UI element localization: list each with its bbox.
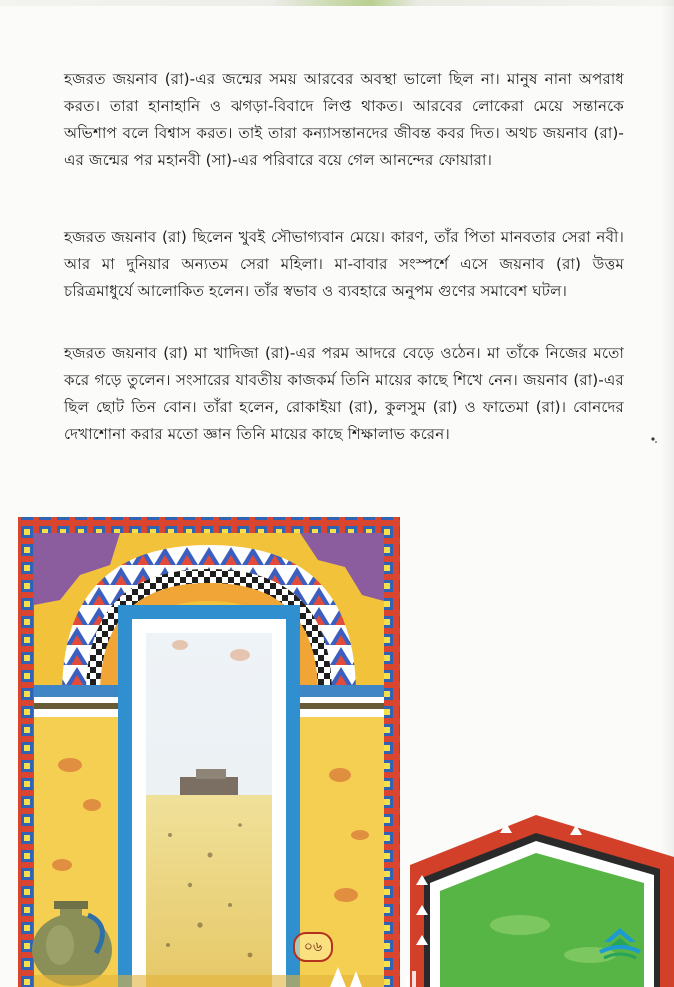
ink-speck: [650, 436, 658, 444]
page-number: ০৬: [293, 932, 333, 962]
paragraph-3-text: হজরত জয়নাব (রা) মা খাদিজা (রা)-এর পরম আদরে বেড়ে ওঠেন। মা তাঁকে নিজের মতো করে গড়ে তুলেন। সংসারের যাবতীয় কাজকর্ম তিনি মায়ের কাছে শিখে নেন। জয়নাব (রা)-এর ছিল ছোট তিন বোন। তাঁরা হলেন, রোকাইয়া (রা), কুলসুম (রা) ও ফাতেমা (রা)। বোনদের দেখাশোনা করার মতো জ্ঞান তিনি মায়ের কাছে শিক্ষালাভ করেন।: [64, 344, 624, 443]
page-top-edge: [0, 0, 674, 6]
doorway-illustration: [0, 505, 674, 987]
paragraph-1-text: হজরত জয়নাব (রা)-এর জন্মের সময় আরবের অবস্থা ভালো ছিল না। মানুষ নানা অপরাধ করত। তারা হানাহানি ও ঝগড়া-বিবাদে লিপ্ত থাকত। আরবের লোকেরা মেয়ে সন্তানকে অভিশাপ বলে বিশ্বাস করত। তাই তারা কন্যাসন্তানদের জীবন্ত কবর দিত। অথচ জয়নাব (রা)-এর জন্মের পর মহানবী (সা)-এর পরিবারে বয়ে গেল আনন্দের ফোয়ারা।: [64, 70, 624, 169]
paragraph-2: [64, 224, 624, 305]
publisher-logo-icon: [590, 924, 650, 964]
paragraph-3: [64, 340, 624, 448]
paragraph-2-text: হজরত জয়নাব (রা) ছিলেন খুবই সৌভাগ্যবান মেয়ে। কারণ, তাঁর পিতা মানবতার সেরা নবী। আর মা দুনিয়ার অন্যতম সেরা মহিলা। মা-বাবার সংস্পর্শে এসে জয়নাব (রা) উত্তম চরিত্রমাধুর্যে আলোকিত হলেন। তাঁর স্বভাব ও ব্যবহারে অনুপম গুণের সমাবেশ ঘটল।: [64, 228, 624, 300]
paragraph-1: [64, 66, 624, 174]
